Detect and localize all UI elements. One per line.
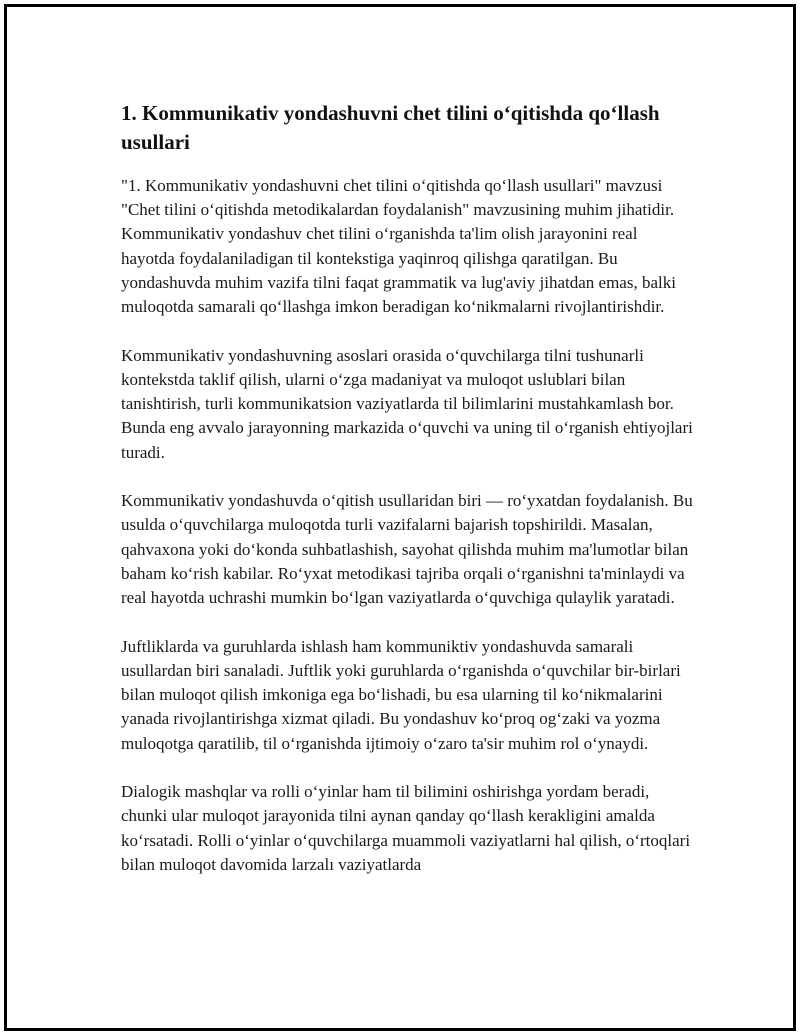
paragraph-foundations: Kommunikativ yondashuvning asoslari orasida o‘quvchilarga tilni tushunarli kontekstda taklif qilish, ularni o‘zga madaniyat va muloqot uslublari bilan tanishtirish, turli kommunikatsion vaziyatlarda til bilimlarini mustahkamlash bor. Bunda eng avvalo jarayonning markazida o‘quvchi va uning til o‘rganish ehtiyojlari turadi. — [121, 345, 693, 462]
paragraph-role-play: Dialogik mashqlar va rolli o‘yinlar ham til bilimini oshirishga yordam beradi, chunki ular muloqot jarayonida tilni aynan qanday qo‘llash kerakligini amalda ko‘rsatadi. Rolli o‘yinlar o‘quvchilarga muammoli vaziyatlarni hal qilish, o‘rtoqlari bilan muloqot davomida larzalı vaziyatlarda — [121, 782, 691, 874]
document-body — [121, 99, 693, 902]
paragraph-group-work: Juftliklarda va guruhlarda ishlash ham kommuniktiv yondashuvda samarali usullardan biri sanaladi. Juftlik yoki guruhlarda o‘rganishda o‘quvchilar bir-birlari bilan muloqot qilish imkoniga ega bo‘lishadi, bu esa ularning til ko‘nikmalarini yanada rivojlantirishga xizmat qiladi. Bu yondashuv ko‘proq og‘zaki va yozma muloqotga qaratilib, til o‘rganishda ijtimoiy o‘zaro ta'sir muhim rol o‘ynaydi. — [121, 636, 681, 753]
section-heading: 1. Kommunikativ yondashuvni chet tilini o‘qitishda qo‘llash usullari — [121, 101, 660, 154]
page-frame — [4, 4, 796, 1031]
paragraph-list-method: Kommunikativ yondashuvda o‘qitish usullaridan biri — ro‘yxatdan foydalanish. Bu usulda o‘quvchilarga muloqotda turli vazifalarni bajarish topshirildi. Masalan, qahvaxona yoki do‘konda suhbatlashish, sayohat qilishda muhim ma'lumotlar bilan baham ko‘rish kabilar. Ro‘yxat metodikasi tajriba orqali o‘rganishni ta'minlaydi va real hayotda uchrashi mumkin bo‘lgan vaziyatlarda o‘quvchiga qulaylik yaratadi. — [121, 491, 693, 608]
paragraph-intro: "1. Kommunikativ yondashuvni chet tilini o‘qitishda qo‘llash usullari" mavzusi "Chet tilini o‘qitishda metodikalardan foydalanish" mavzusining muhim jihatidir. Kommunikativ yondashuv chet tilini o‘rganishda ta'lim olish jarayonini real hayotda foydalaniladigan til kontekstiga yaqinroq qilishga qaratilgan. Bu yondashuvda muhim vazifa tilni faqat grammatik va lug'aviy jihatdan emas, balki muloqotda samarali qo‘llashga imkon beradigan ko‘nikmalarni rivojlantirishdir. — [121, 176, 676, 317]
